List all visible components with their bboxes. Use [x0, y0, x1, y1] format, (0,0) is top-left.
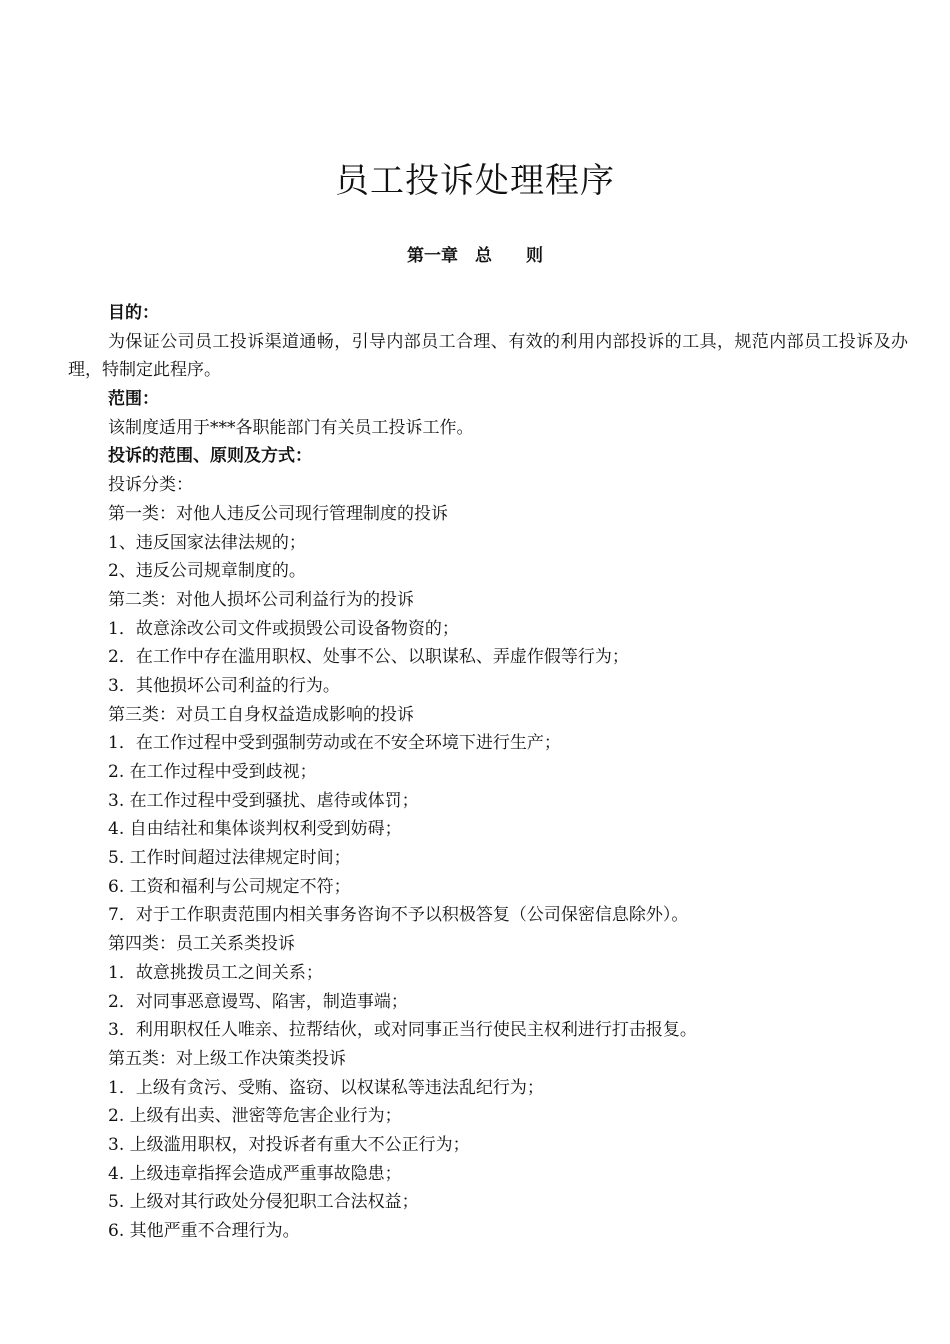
list-item: 1．上级有贪污、受贿、盗窃、以权谋私等违法乱纪行为； — [108, 1077, 544, 1098]
list-item: 4. 自由结社和集体谈判权利受到妨碍； — [108, 819, 402, 840]
list-item: 1、违反国家法律法规的； — [108, 532, 306, 553]
list-item: 3. 在工作过程中受到骚扰、虐待或体罚； — [108, 790, 419, 811]
purpose-paragraph: 为保证公司员工投诉渠道通畅，引导内部员工合理、有效的利用内部投诉的工具，规范内部员工投诉及办理，特制定此程序。 — [68, 331, 908, 381]
scope-heading: 范围： — [108, 389, 159, 410]
document-title: 员工投诉处理程序 — [335, 161, 615, 201]
list-item: 5. 上级对其行政处分侵犯职工合法权益； — [108, 1192, 419, 1213]
list-item: 1．在工作过程中受到强制劳动或在不安全环境下进行生产； — [108, 733, 561, 754]
list-item: 2. 在工作过程中受到歧视； — [108, 762, 317, 783]
list-item: 5. 工作时间超过法律规定时间； — [108, 848, 351, 869]
category-heading: 第一类：对他人违反公司现行管理制度的投诉 — [108, 503, 448, 524]
chapter-heading: 第一章 总 则 — [407, 246, 543, 266]
category-heading: 第二类：对他人损坏公司利益行为的投诉 — [108, 589, 414, 610]
list-item: 2．在工作中存在滥用职权、处事不公、以职谋私、弄虚作假等行为； — [108, 647, 629, 668]
list-item: 2. 上级有出卖、泄密等危害企业行为； — [108, 1106, 402, 1127]
list-item: 4. 上级违章指挥会造成严重事故隐患； — [108, 1163, 402, 1184]
purpose-heading: 目的： — [108, 303, 159, 323]
list-item: 3．其他损坏公司利益的行为。 — [108, 675, 340, 696]
list-item: 7．对于工作职责范围内相关事务咨询不予以积极答复（公司保密信息除外）。 — [108, 905, 689, 926]
list-item: 3. 上级滥用职权，对投诉者有重大不公正行为； — [108, 1134, 470, 1155]
list-item: 2、违反公司规章制度的。 — [108, 561, 306, 582]
list-item: 1．故意挑拨员工之间关系； — [108, 962, 323, 983]
category-heading: 第四类：员工关系类投诉 — [108, 934, 295, 955]
list-item: 2．对同事恶意谩骂、陷害，制造事端； — [108, 991, 408, 1012]
list-item: 1．故意涂改公司文件或损毁公司设备物资的； — [108, 618, 459, 639]
list-item: 3．利用职权任人唯亲、拉帮结伙，或对同事正当行使民主权利进行打击报复。 — [108, 1020, 697, 1041]
categories-intro: 投诉分类： — [108, 475, 193, 496]
scope-paragraph: 该制度适用于***各职能部门有关员工投诉工作。 — [108, 417, 474, 438]
list-item: 6. 其他严重不合理行为。 — [108, 1221, 300, 1242]
category-heading: 第五类：对上级工作决策类投诉 — [108, 1048, 346, 1069]
document-body — [68, 299, 908, 1246]
category-heading: 第三类：对员工自身权益造成影响的投诉 — [108, 704, 414, 725]
list-item: 6. 工资和福利与公司规定不符； — [108, 876, 351, 897]
principles-heading: 投诉的范围、原则及方式： — [108, 446, 312, 467]
